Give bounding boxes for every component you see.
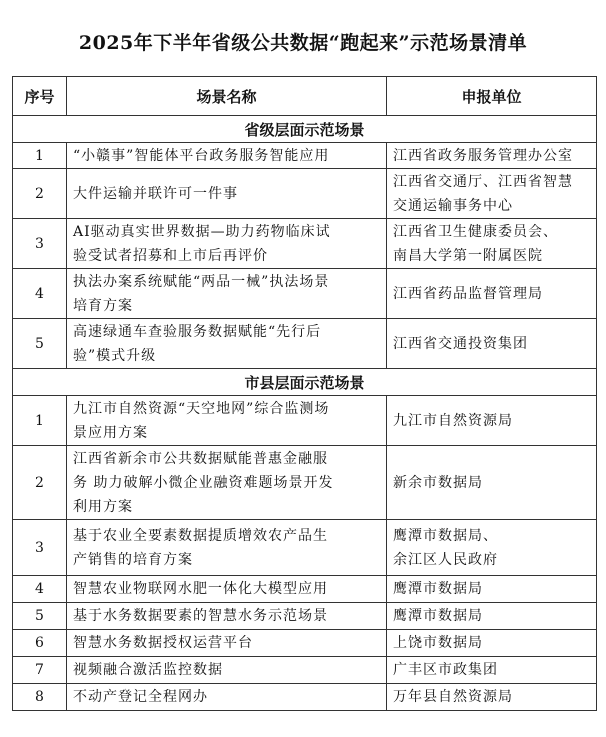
row-name: 基于水务数据要素的智慧水务示范场景 xyxy=(67,603,387,630)
row-num: 2 xyxy=(13,446,67,520)
table-row xyxy=(13,603,597,630)
row-unit: 鹰潭市数据局 xyxy=(387,603,597,630)
table-row xyxy=(13,269,597,319)
row-unit: 江西省药品监督管理局 xyxy=(387,269,597,319)
row-unit: 江西省卫生健康委员会、 南昌大学第一附属医院 xyxy=(387,219,597,269)
row-num: 8 xyxy=(13,684,67,711)
row-unit: 鹰潭市数据局 xyxy=(387,576,597,603)
section-row-provincial xyxy=(13,116,597,143)
table-row xyxy=(13,520,597,576)
row-num: 3 xyxy=(13,520,67,576)
row-num: 5 xyxy=(13,319,67,369)
row-name: “小赣事”智能体平台政务服务智能应用 xyxy=(67,143,387,169)
row-unit: 江西省交通厅、江西省智慧 交通运输事务中心 xyxy=(387,169,597,219)
row-num: 1 xyxy=(13,396,67,446)
row-name: 执法办案系统赋能“两品一械”执法场景 培育方案 xyxy=(67,269,387,319)
table-header-row xyxy=(13,77,597,116)
row-name: 视频融合激活监控数据 xyxy=(67,657,387,684)
row-unit: 鹰潭市数据局、 余江区人民政府 xyxy=(387,520,597,576)
scenario-table xyxy=(12,76,597,711)
table-row xyxy=(13,630,597,657)
header-name: 场景名称 xyxy=(67,77,387,116)
row-num: 3 xyxy=(13,219,67,269)
row-name: 智慧农业物联网水肥一体化大模型应用 xyxy=(67,576,387,603)
row-num: 2 xyxy=(13,169,67,219)
row-name: 大件运输并联许可一件事 xyxy=(67,169,387,219)
row-name: 不动产登记全程网办 xyxy=(67,684,387,711)
table-row xyxy=(13,576,597,603)
section-title: 省级层面示范场景 xyxy=(13,116,597,143)
row-num: 4 xyxy=(13,269,67,319)
section-row-municipal xyxy=(13,369,597,396)
row-name: AI驱动真实世界数据—助力药物临床试 验受试者招募和上市后再评价 xyxy=(67,219,387,269)
document-title: 2025年下半年省级公共数据“跑起来”示范场景清单 xyxy=(78,32,528,54)
row-unit: 江西省政务服务管理办公室 xyxy=(387,143,597,169)
row-name: 九江市自然资源“天空地网”综合监测场 景应用方案 xyxy=(67,396,387,446)
section-title: 市县层面示范场景 xyxy=(13,369,597,396)
row-name: 智慧水务数据授权运营平台 xyxy=(67,630,387,657)
table-row xyxy=(13,219,597,269)
row-unit: 江西省交通投资集团 xyxy=(387,319,597,369)
row-unit: 上饶市数据局 xyxy=(387,630,597,657)
table-row xyxy=(13,446,597,520)
row-name: 江西省新余市公共数据赋能普惠金融服 务 助力破解小微企业融资难题场景开发 利用方案 xyxy=(67,446,387,520)
table-row xyxy=(13,657,597,684)
row-num: 6 xyxy=(13,630,67,657)
table-row xyxy=(13,319,597,369)
table-row xyxy=(13,396,597,446)
row-name: 基于农业全要素数据提质增效农产品生 产销售的培育方案 xyxy=(67,520,387,576)
row-num: 5 xyxy=(13,603,67,630)
table-row xyxy=(13,169,597,219)
row-num: 1 xyxy=(13,143,67,169)
row-unit: 万年县自然资源局 xyxy=(387,684,597,711)
row-unit: 新余市数据局 xyxy=(387,446,597,520)
table-row xyxy=(13,143,597,169)
row-name: 高速绿通车查验服务数据赋能“先行后 验”模式升级 xyxy=(67,319,387,369)
table-row xyxy=(13,684,597,711)
row-num: 7 xyxy=(13,657,67,684)
row-unit: 广丰区市政集团 xyxy=(387,657,597,684)
header-unit: 申报单位 xyxy=(387,77,597,116)
row-num: 4 xyxy=(13,576,67,603)
header-num: 序号 xyxy=(13,77,67,116)
row-unit: 九江市自然资源局 xyxy=(387,396,597,446)
